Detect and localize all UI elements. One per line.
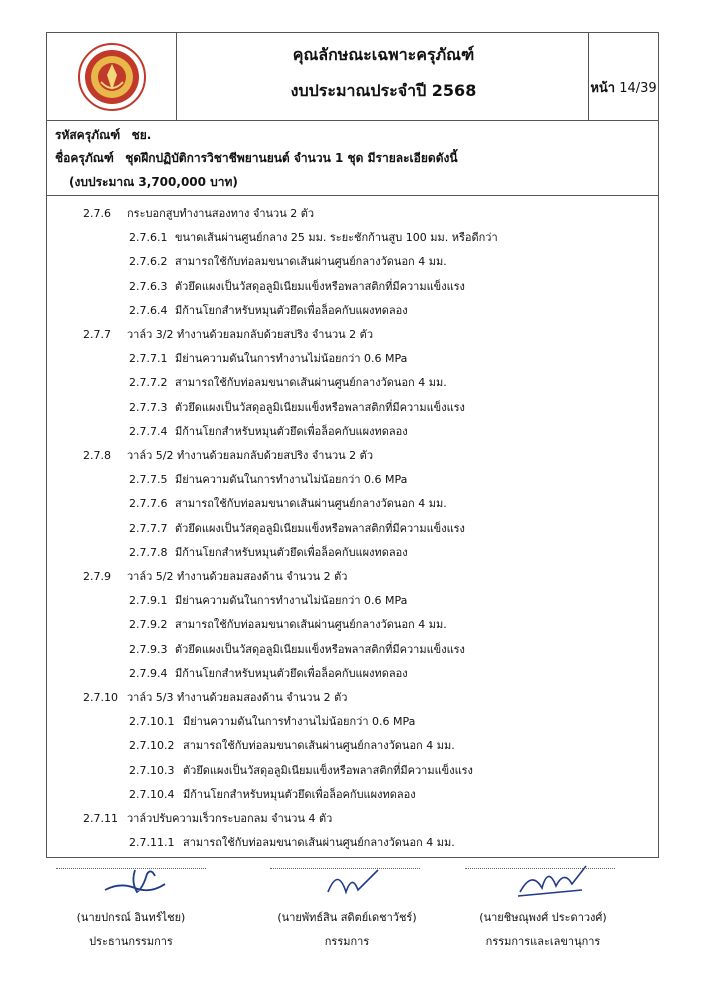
spec-number: 2.7.6.3 [129, 279, 168, 293]
spec-number: 2.7.7.1 [129, 352, 168, 366]
spec-number: 2.7.9.1 [129, 594, 168, 608]
spec-number: 2.7.10 [83, 691, 118, 704]
spec-number: 2.7.7 [83, 328, 111, 341]
item-name-row [55, 149, 458, 168]
spec-text: วาล์ว 5/3 ทำงานด้วยลมสองด้าน จำนวน 2 ตัว [127, 691, 348, 704]
spec-number: 2.7.7.3 [129, 400, 168, 414]
spec-item [129, 228, 498, 246]
spec-text: วาล์วปรับความเร็วกระบอกลม จำนวน 4 ตัว [127, 812, 333, 825]
spec-text: สามารถใช้กับท่อลมขนาดเส้นผ่านศูนย์กลางวัดนอก 4 มม. [183, 739, 455, 753]
spec-number: 2.7.9.4 [129, 666, 168, 680]
spec-text: สามารถใช้กับท่อลมขนาดเส้นผ่านศูนย์กลางวัดนอก 4 มม. [175, 376, 447, 390]
spec-text: สามารถใช้กับท่อลมขนาดเส้นผ่านศูนย์กลางวัดนอก 4 มม. [183, 836, 455, 850]
signatory-1 [46, 908, 216, 950]
budget-year: งบประมาณประจำปี 2568 [290, 81, 477, 100]
spec-number: 2.7.7.2 [129, 376, 168, 390]
spec-item [129, 277, 465, 295]
page-value: 14/39 [619, 81, 657, 96]
spec-text: ตัวยึดแผงเป็นวัสดุอลูมิเนียมแข็งหรือพลาสติกที่มีความแข็งแรง [175, 521, 465, 535]
spec-number: 2.7.10.4 [129, 787, 175, 801]
spec-text: มีย่านความดันในการทำงานไม่น้อยกว่า 0.6 MPa [175, 594, 408, 608]
spec-text: กระบอกสูบทำงานสองทาง จำนวน 2 ตัว [127, 207, 315, 220]
spec-section [83, 325, 373, 343]
spec-number: 2.7.7.4 [129, 424, 168, 438]
signatory-name: (นายปกรณ์ อินทร์ไชย) [76, 911, 186, 924]
spec-item [129, 422, 408, 440]
spec-text: วาล์ว 5/2 ทำงานด้วยลมสองด้าน จำนวน 2 ตัว [127, 570, 348, 583]
spec-number: 2.7.10.2 [129, 739, 175, 753]
spec-text: มีก้านโยกสำหรับหมุนตัวยึดเพื่อล็อคกับแผงทดลอง [175, 303, 408, 317]
spec-item [129, 615, 447, 633]
spec-number: 2.7.6.4 [129, 303, 168, 317]
spec-text: ขนาดเส้นผ่านศูนย์กลาง 25 มม. ระยะชักก้านสูบ 100 มม. หรือดีกว่า [175, 231, 498, 245]
spec-text: มีก้านโยกสำหรับหมุนตัวยึดเพื่อล็อคกับแผงทดลอง [175, 666, 408, 680]
spec-item [129, 494, 447, 512]
spec-number: 2.7.7.5 [129, 473, 168, 487]
spec-text: ตัวยึดแผงเป็นวัสดุอลูมิเนียมแข็งหรือพลาสติกที่มีความแข็งแรง [175, 400, 465, 414]
spec-item [129, 736, 455, 754]
spec-item [129, 252, 447, 270]
spec-text: ตัวยึดแผงเป็นวัสดุอลูมิเนียมแข็งหรือพลาสติกที่มีความแข็งแรง [175, 642, 465, 656]
document-title: คุณลักษณะเฉพาะครุภัณฑ์ [292, 45, 475, 64]
document-frame [46, 32, 659, 858]
signature-line-3 [465, 868, 615, 870]
spec-number: 2.7.9 [83, 570, 111, 583]
spec-item [129, 373, 447, 391]
spec-item [129, 519, 465, 537]
spec-number: 2.7.9.3 [129, 642, 168, 656]
spec-item [129, 712, 415, 730]
spec-text: มีก้านโยกสำหรับหมุนตัวยึดเพื่อล็อคกับแผงทดลอง [183, 787, 416, 801]
spec-item [129, 543, 408, 561]
signatory-name: (นายพัทธ์สิน สดิตย์เดชาวัชร์) [277, 911, 417, 924]
signatory-role: ประธานกรรมการ [89, 935, 173, 948]
page-cell [588, 33, 658, 120]
spec-number: 2.7.7.8 [129, 545, 168, 559]
spec-number: 2.7.10.1 [129, 715, 175, 729]
spec-number: 2.7.11 [83, 812, 118, 825]
signature-3 [512, 860, 592, 900]
spec-number: 2.7.9.2 [129, 618, 168, 632]
logo-cell [47, 33, 177, 120]
spec-item [129, 301, 408, 319]
spec-text: ตัวยึดแผงเป็นวัสดุอลูมิเนียมแข็งหรือพลาสติกที่มีความแข็งแรง [183, 763, 473, 777]
spec-section [83, 567, 347, 585]
spec-section [83, 688, 347, 706]
spec-text: ตัวยึดแผงเป็นวัสดุอลูมิเนียมแข็งหรือพลาสติกที่มีความแข็งแรง [175, 279, 465, 293]
spec-item [129, 833, 455, 851]
spec-item [129, 591, 407, 609]
title-cell [177, 33, 590, 120]
spec-item [129, 398, 465, 416]
spec-text: มีย่านความดันในการทำงานไม่น้อยกว่า 0.6 MPa [175, 473, 408, 487]
spec-number: 2.7.7.7 [129, 521, 168, 535]
item-budget: (งบประมาณ 3,700,000 บาท) [69, 175, 238, 189]
item-code-row [55, 126, 151, 145]
item-meta [47, 121, 658, 196]
spec-number: 2.7.8 [83, 449, 111, 462]
item-name-value: ชุดฝึกปฏิบัติการวิชาชีพยานยนต์ จำนวน 1 ชุด มีรายละเอียดดังนี้ [125, 151, 458, 165]
spec-number: 2.7.6.2 [129, 255, 168, 269]
spec-section [83, 809, 332, 827]
signatory-name: (นายชิษณุพงศ์ ประดาวงศ์) [479, 911, 607, 924]
spec-number: 2.7.11.1 [129, 836, 175, 850]
vocational-education-logo [77, 42, 147, 112]
item-code-value: ชย. [131, 128, 152, 142]
signatory-3 [458, 908, 628, 950]
spec-text: สามารถใช้กับท่อลมขนาดเส้นผ่านศูนย์กลางวัดนอก 4 มม. [175, 497, 447, 511]
spec-item [129, 640, 465, 658]
spec-text: มีย่านความดันในการทำงานไม่น้อยกว่า 0.6 MPa [175, 352, 408, 366]
signatory-role: กรรมการ [324, 935, 370, 948]
spec-number: 2.7.10.3 [129, 763, 175, 777]
spec-text: มีก้านโยกสำหรับหมุนตัวยึดเพื่อล็อคกับแผงทดลอง [175, 545, 408, 559]
header [47, 33, 658, 121]
page-label: หน้า [590, 81, 616, 96]
spec-item [129, 664, 408, 682]
spec-text: วาล์ว 3/2 ทำงานด้วยลมกลับด้วยสปริง จำนวน 2 ตัว [127, 328, 373, 341]
spec-number: 2.7.7.6 [129, 497, 168, 511]
spec-item [129, 785, 416, 803]
page-number [589, 77, 658, 98]
signatory-2 [262, 908, 432, 950]
spec-text: สามารถใช้กับท่อลมขนาดเส้นผ่านศูนย์กลางวัดนอก 4 มม. [175, 255, 447, 269]
spec-number: 2.7.6.1 [129, 231, 168, 245]
spec-text: สามารถใช้กับท่อลมขนาดเส้นผ่านศูนย์กลางวัดนอก 4 มม. [175, 618, 447, 632]
spec-item [129, 761, 473, 779]
spec-text: วาล์ว 5/2 ทำงานด้วยลมกลับด้วยสปริง จำนวน 2 ตัว [127, 449, 373, 462]
spec-item [129, 349, 407, 367]
item-code-label: รหัสครุภัณฑ์ [55, 128, 121, 142]
signature-line-2 [270, 868, 420, 870]
spec-text: มีก้านโยกสำหรับหมุนตัวยึดเพื่อล็อคกับแผงทดลอง [175, 424, 408, 438]
spec-section [83, 204, 314, 222]
spec-number: 2.7.6 [83, 207, 111, 220]
item-name-label: ชื่อครุภัณฑ์ [55, 151, 114, 165]
signatory-role: กรรมการและเลขานุการ [485, 935, 601, 948]
signature-line-1 [56, 868, 206, 870]
spec-section [83, 446, 373, 464]
spec-item [129, 470, 407, 488]
spec-text: มีย่านความดันในการทำงานไม่น้อยกว่า 0.6 MPa [183, 715, 416, 729]
